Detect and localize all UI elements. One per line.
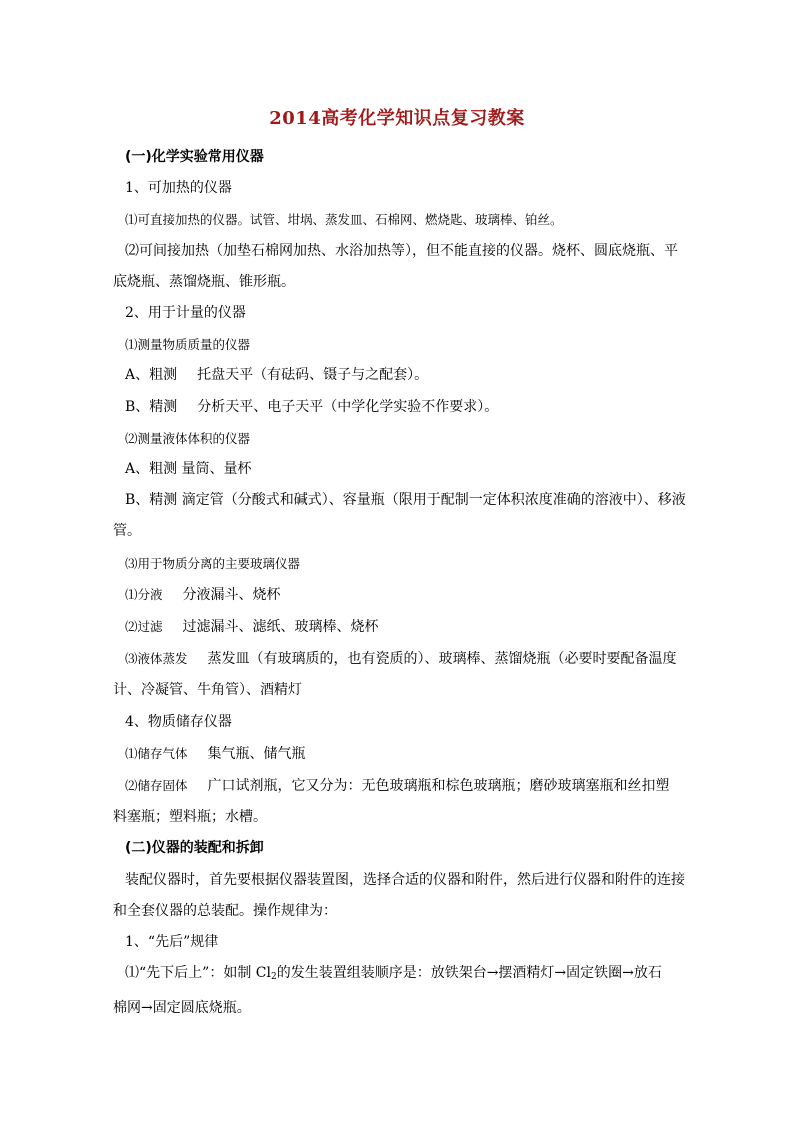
item-heading: 1、可加热的仪器	[125, 180, 232, 197]
row-text: 分液漏斗、烧杯	[182, 586, 281, 603]
paragraph-line: 棉网→固定圆底烧瓶。	[113, 1000, 251, 1017]
paragraph-line	[113, 770, 683, 802]
paragraph: ⑴可直接加热的仪器。试管、坩埚、蒸发皿、石棉网、燃烧匙、玻璃棒、铂丝。	[125, 212, 563, 228]
rule-text: 的发生装置组装顺序是：放铁架台→摆酒精灯→固定铁圈→放石	[276, 965, 662, 982]
document-body	[113, 142, 686, 1025]
paragraph-line	[113, 360, 683, 391]
paragraph-line: A、粗测 量筒、量杯	[125, 461, 252, 478]
paragraph-line	[113, 392, 683, 423]
paragraph-line	[113, 611, 683, 643]
item-heading: 1、“先后”规律	[125, 934, 219, 951]
rule-text: ⑴“先下后上”：如制 Cl	[125, 965, 271, 982]
row-text: 托盘天平（有砝码、镊子与之配套）。	[197, 367, 429, 384]
row-label: ⑵过滤	[125, 619, 163, 635]
row-label: B、精测	[125, 398, 178, 415]
row-label: ⑴分液	[125, 586, 163, 602]
row-text: 过滤漏斗、滤纸、玻璃棒、烧杯	[182, 619, 379, 636]
paragraph-line: 管。	[113, 523, 141, 540]
document-title: 2014高考化学知识点复习教案	[269, 108, 525, 129]
paragraph-line: B、精测 滴定管（分酸式和碱式）、容量瓶（限用于配制一定体积浓度准确的溶液中）、移液	[125, 492, 686, 509]
item-heading: 2、用于计量的仪器	[125, 305, 246, 322]
row-text: 分析天平、电子天平（中学化学实验不作要求）。	[197, 398, 499, 415]
paragraph-line	[113, 643, 683, 675]
section-heading: (二)仪器的装配和拆卸	[125, 840, 264, 857]
subscript: 2	[270, 972, 277, 983]
paragraph-line: ⑵可间接加热（加垫石棉网加热、水浴加热等），但不能直接的仪器。烧杯、圆底烧瓶、平	[125, 242, 678, 259]
row-label: A、粗测	[125, 367, 178, 384]
paragraph-line: 计、冷凝管、牛角管）、酒精灯	[113, 682, 302, 699]
row-label: ⑴储存气体	[125, 745, 188, 761]
section-heading: (一)化学实验常用仪器	[125, 149, 264, 165]
item-heading: 4、物质储存仪器	[125, 713, 232, 730]
paragraph-line: 和全套仪器的总装配。操作规律为：	[113, 902, 337, 919]
paragraph-line	[113, 958, 683, 993]
sub-heading: ⑵测量液体体积的仪器	[125, 430, 251, 446]
row-label: ⑶液体蒸发	[125, 651, 188, 667]
paragraph-line	[113, 738, 683, 770]
row-text: 集气瓶、储气瓶	[207, 745, 306, 762]
paragraph-line: 装配仪器时，首先要根据仪器装置图，选择合适的仪器和附件，然后进行仪器和附件的连接	[125, 871, 685, 888]
row-text: 广口试剂瓶，它又分为：无色玻璃瓶和棕色玻璃瓶；磨砂玻璃塞瓶和丝扣塑	[207, 778, 670, 795]
paragraph-line: 底烧瓶、蒸馏烧瓶、锥形瓶。	[113, 273, 295, 290]
row-label: ⑵储存固体	[125, 778, 188, 794]
sub-heading: ⑶用于物质分离的主要玻璃仪器	[125, 555, 301, 571]
row-text: 蒸发皿（有玻璃质的，也有瓷质的）、玻璃棒、蒸馏烧瓶（必要时要配备温度	[207, 651, 677, 668]
paragraph-line	[113, 579, 683, 611]
paragraph-line: 料塞瓶；塑料瓶；水槽。	[113, 809, 267, 826]
sub-heading: ⑴测量物质质量的仪器	[125, 337, 251, 353]
